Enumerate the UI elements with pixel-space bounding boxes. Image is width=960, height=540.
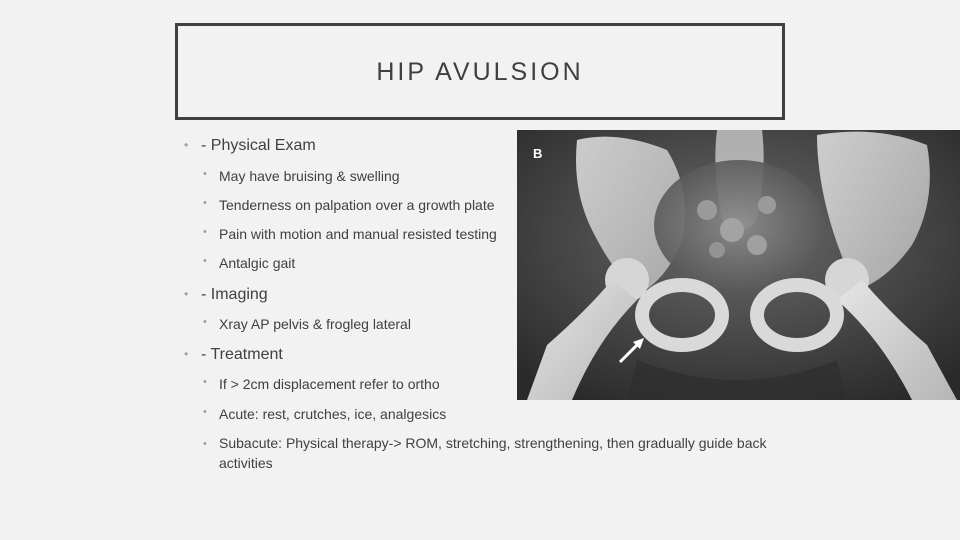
- bullet-dot-icon: •: [203, 406, 207, 418]
- bullet-dot-icon: •: [203, 316, 207, 328]
- bullet-dot-icon: •: [184, 347, 189, 361]
- list-item: • If > 2cm displacement refer to ortho: [203, 376, 440, 392]
- bullet-dot-icon: •: [203, 197, 207, 209]
- xray-panel-label: B: [533, 146, 543, 161]
- bullet-dot-icon: •: [184, 287, 189, 301]
- list-item: • Subacute: Physical therapy-> ROM, stretching, strengthening, then gradually guide back activities: [203, 435, 767, 471]
- list-item: • Acute: rest, crutches, ice, analgesics: [203, 406, 447, 422]
- list-item: • May have bruising & swelling: [203, 168, 400, 184]
- section-heading-treatment: • - Treatment: [184, 346, 283, 363]
- xray-pelvis-image: [517, 130, 960, 400]
- slide-title: HIP AVULSION: [376, 58, 584, 86]
- bullet-dot-icon: •: [203, 376, 207, 388]
- section-heading-imaging: • - Imaging: [184, 286, 268, 303]
- list-item: • Pain with motion and manual resisted testing: [203, 226, 497, 242]
- bullet-dot-icon: •: [203, 255, 207, 267]
- list-item: • Antalgic gait: [203, 255, 296, 271]
- bullet-dot-icon: •: [203, 438, 207, 450]
- bullet-dot-icon: •: [203, 168, 207, 180]
- section-heading-physical-exam: • - Physical Exam: [184, 137, 316, 154]
- bullet-dot-icon: •: [184, 138, 189, 152]
- bullet-dot-icon: •: [203, 226, 207, 238]
- list-item: • Tenderness on palpation over a growth plate: [203, 197, 495, 213]
- list-item: • Xray AP pelvis & frogleg lateral: [203, 316, 411, 332]
